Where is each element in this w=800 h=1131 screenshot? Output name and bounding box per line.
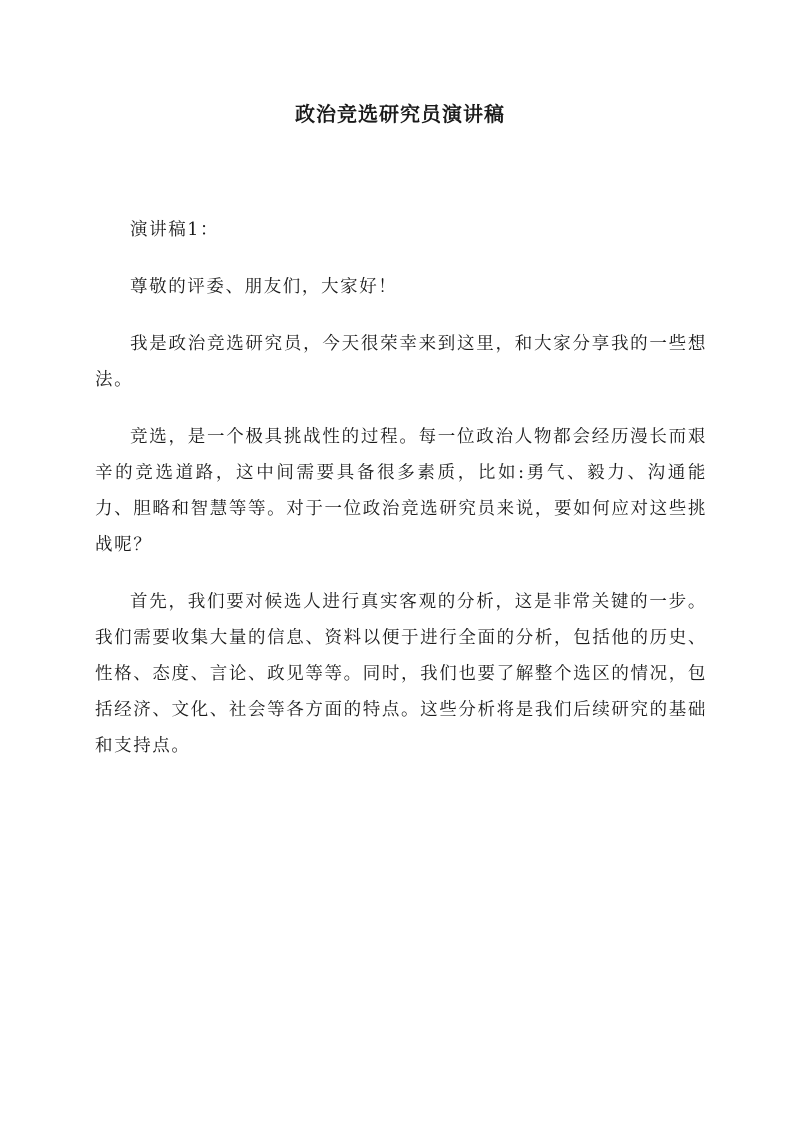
- page-title: 政治竞选研究员演讲稿: [295, 102, 505, 126]
- analysis-paragraph: 首先，我们要对候选人进行真实客观的分析，这是非常关键的一步。我们需要收集大量的信息、资料以便于进行全面的分析，包括他的历史、性格、态度、言论、政见等等。同时，我们也要了解整个选区的情况，包括经济、文化、社会等各方面的特点。这些分析将是我们后续研究的基础和支持点。: [95, 592, 707, 756]
- greeting-paragraph: 尊敬的评委、朋友们，大家好！: [130, 277, 398, 297]
- speech-label: 演讲稿1：: [130, 220, 220, 240]
- challenge-paragraph: 竞选，是一个极具挑战性的过程。每一位政治人物都会经历漫长而艰辛的竞选道路，这中间需要具备很多素质，比如:勇气、毅力、沟通能力、胆略和智慧等等。对于一位政治竞选研究员来说，要如何应对这些挑战呢？: [95, 427, 707, 555]
- intro-paragraph: 我是政治竞选研究员，今天很荣幸来到这里，和大家分享我的一些想法。: [95, 334, 707, 390]
- document-body: [95, 212, 707, 785]
